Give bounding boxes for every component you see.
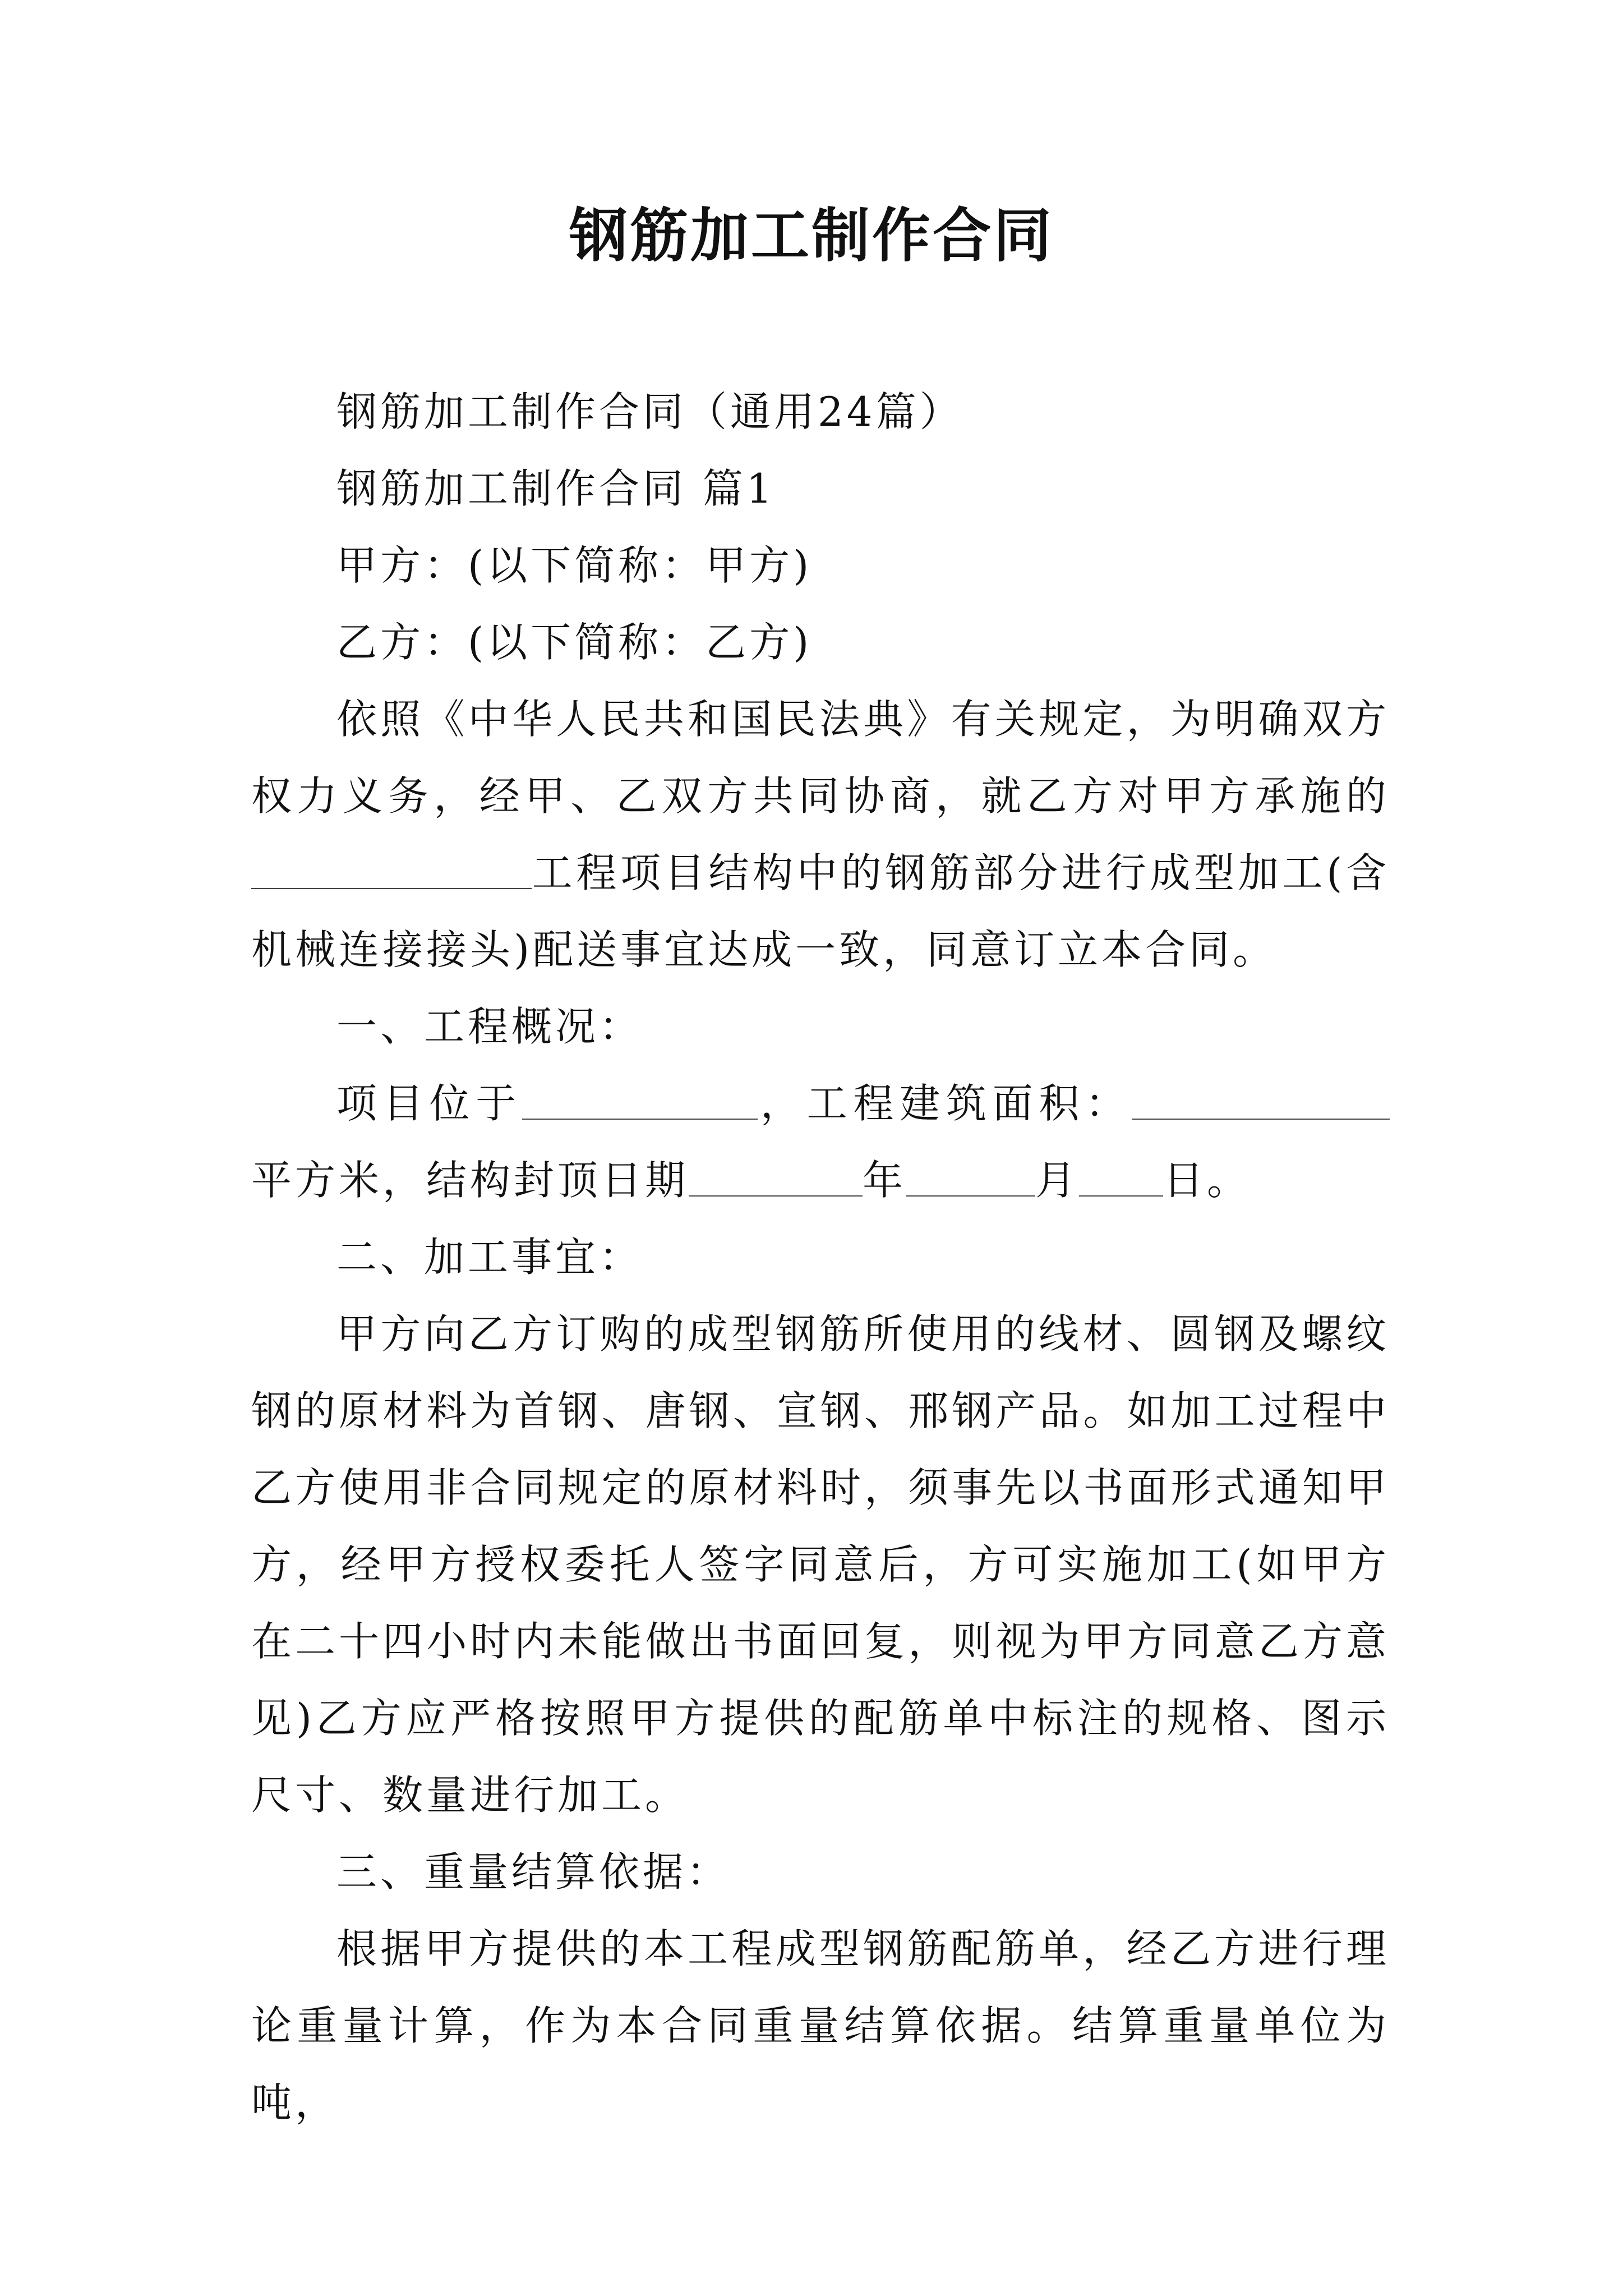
party-a-line: 甲方：(以下简称：甲方)	[336, 542, 813, 589]
project-name-blank	[251, 849, 532, 889]
day-blank	[1079, 1157, 1163, 1196]
area-blank	[1132, 1080, 1390, 1119]
intro-text-1: 依照《中华人民共和国民法典》有关规定，为明确双方权力义务，经甲、乙双方共同协商，就乙方对甲方承施的	[251, 696, 1390, 820]
section-2-heading: 二、加工事宜：	[336, 1234, 643, 1281]
intro-text-2: 工程项目结构中的钢筋部分进行成型加工(含机械连接接头)配送事宜达成一致，同意订立本合同。	[251, 849, 1390, 973]
month-label: 月	[1035, 1157, 1080, 1204]
document-title: 钢筋加工制作合同	[569, 201, 1054, 270]
area-label: ，工程建筑面积：	[758, 1080, 1132, 1127]
area-unit-text: 平方米，结构封顶日期	[251, 1157, 689, 1204]
subtitle: 钢筋加工制作合同（通用24篇）	[336, 388, 963, 435]
section-heading: 钢筋加工制作合同 篇1	[336, 465, 776, 512]
day-label: 日。	[1163, 1157, 1251, 1204]
section-1-heading: 一、工程概况：	[336, 1003, 643, 1050]
location-label: 项目位于	[336, 1080, 523, 1127]
year-label: 年	[863, 1157, 907, 1204]
document-body	[251, 374, 1390, 2141]
location-blank	[522, 1080, 758, 1119]
section-3-paragraph: 根据甲方提供的本工程成型钢筋配筋单，经乙方进行理论重量计算，作为本合同重量结算依据。结算重量单位为吨，	[251, 1925, 1390, 2126]
month-blank	[906, 1157, 1035, 1196]
intro-paragraph	[251, 681, 1390, 988]
section-2-paragraph: 甲方向乙方订购的成型钢筋所使用的线材、圆钢及螺纹钢的原材料为首钢、唐钢、宣钢、邢钢产品。如加工过程中乙方使用非合同规定的原材料时，须事先以书面形式通知甲方，经甲方授权委托人签字同意后，方可实施加工(如甲方在二十四小时内未能做出书面回复，则视为甲方同意乙方意见)乙方应严格按照甲方提供的配筋单中标注的规格、图示尺寸、数量进行加工。	[251, 1310, 1390, 1819]
section-1-paragraph	[251, 1065, 1390, 1219]
section-3-heading: 三、重量结算依据：	[336, 1848, 731, 1895]
year-blank	[689, 1157, 863, 1196]
party-b-line: 乙方：(以下简称：乙方)	[336, 619, 813, 666]
